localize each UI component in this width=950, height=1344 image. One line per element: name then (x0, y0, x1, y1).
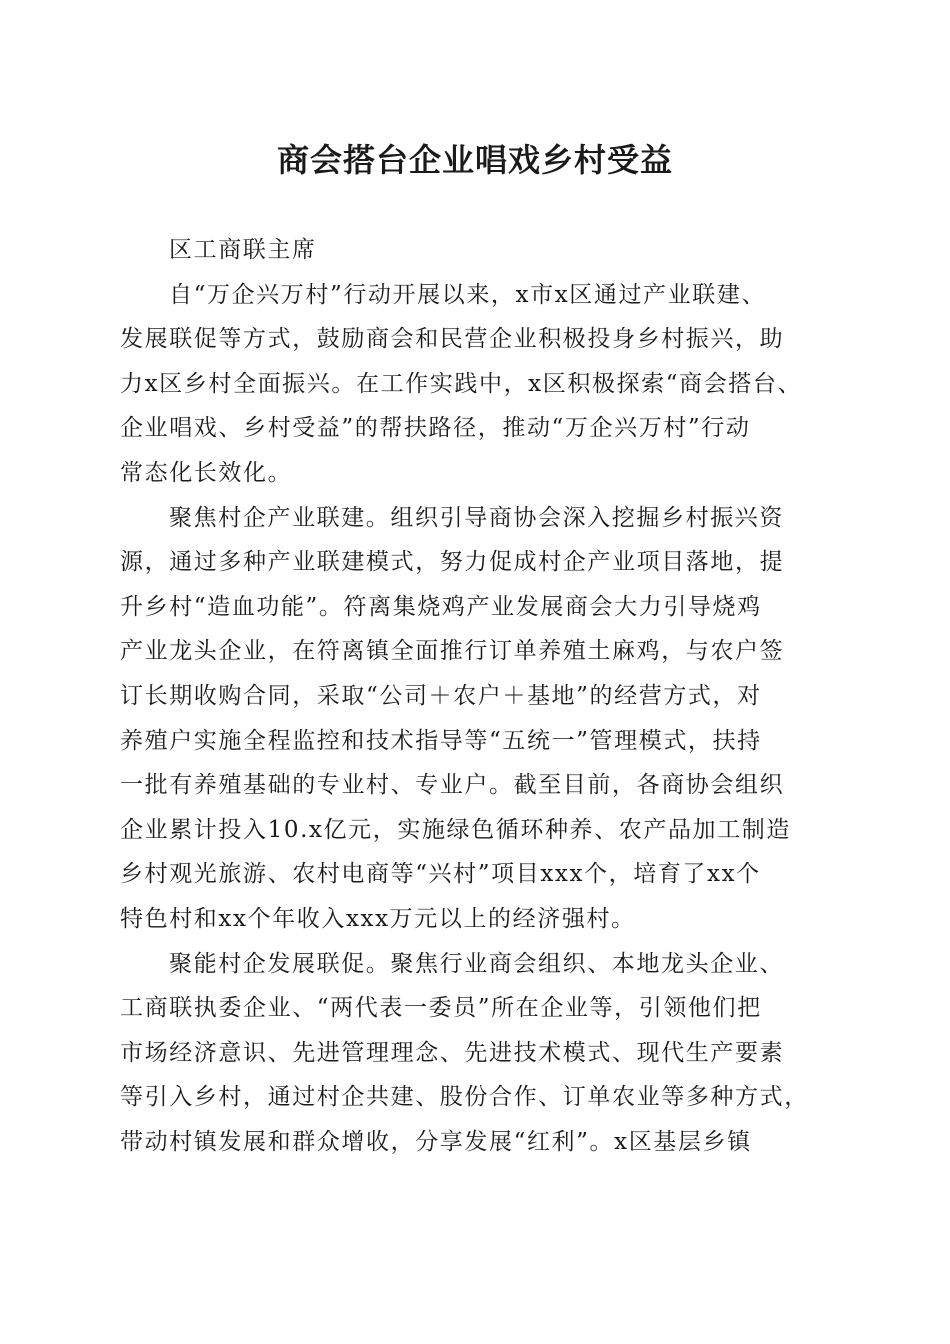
paragraph-line: 特色村和xx个年收入xxx万元以上的经济强村。 (120, 905, 636, 932)
paragraph-line: 企业唱戏、乡村受益”的帮扶路径，推动“万企兴万村”行动 (120, 415, 751, 442)
paragraph-line: 聚焦村企产业联建。组织引导商协会深入挖掘乡村振兴资 (169, 504, 784, 531)
paragraph-line: 市场经济意识、先进管理理念、先进技术模式、现代生产要素 (120, 1039, 785, 1066)
paragraph-line: 等引入乡村，通过村企共建、股份合作、订单农业等多种方式， (120, 1084, 809, 1111)
paragraph-line: 源，通过多种产业联建模式，努力促成村企产业项目落地，提 (120, 549, 785, 576)
paragraph-line: 订长期收购合同，采取“公司＋农户＋基地”的经营方式，对 (120, 682, 762, 709)
author-line: 区工商联主席 (169, 237, 317, 263)
paragraph-line: 乡村观光旅游、农村电商等“兴村”项目xxx个，培育了xx个 (120, 861, 761, 888)
paragraph-line: 聚能村企发展联促。聚焦行业商会组织、本地龙头企业、 (169, 950, 784, 977)
paragraph-line: 企业累计投入10.x亿元，实施绿色循环种养、农产品加工制造 (120, 816, 791, 843)
paragraph-line: 带动村镇发展和群众增收，分享发展“红利”。x区基层乡镇 (120, 1128, 752, 1155)
paragraph-line: 发展联促等方式，鼓励商会和民营企业积极投身乡村振兴，助 (120, 326, 785, 353)
paragraph-line: 力x区乡村全面振兴。在工作实践中，x区积极探索“商会搭台、 (120, 370, 803, 397)
document-body (120, 228, 832, 1164)
paragraph-line: 工商联执委企业、“两代表一委员”所在企业等，引领他们把 (120, 995, 762, 1022)
document-title: 商会搭台企业唱戏乡村受益 (276, 141, 673, 179)
paragraph-line: 一批有养殖基础的专业村、专业户。截至目前，各商协会组织 (120, 772, 785, 799)
paragraph-line: 常态化长效化。 (120, 459, 293, 486)
paragraph-line: 养殖户实施全程监控和技术指导等“五统一”管理模式，扶持 (120, 727, 762, 754)
paragraph-line: 自“万企兴万村”行动开展以来，x市x区通过产业联建、 (169, 281, 767, 308)
paragraph-line: 产业龙头企业，在符离镇全面推行订单养殖土麻鸡，与农户签 (120, 638, 785, 665)
paragraph-line: 升乡村“造血功能”。符离集烧鸡产业发展商会大力引导烧鸡 (120, 593, 762, 620)
